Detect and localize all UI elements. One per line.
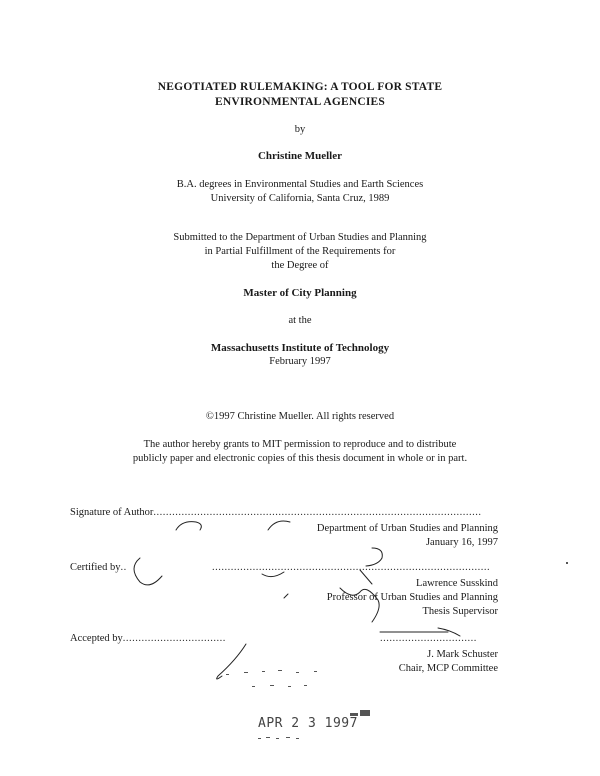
stamp-dot-10 [304,685,307,686]
chair-title: Chair, MCP Committee [398,663,498,674]
signature-of-author-label: Signature of Author [70,507,154,518]
stamp-dot-3 [262,671,265,672]
certifier-signature-stroke-1 [134,558,162,585]
accepted-dotted-line: ................................. [122,633,226,644]
stamp-dot-13 [276,738,279,739]
submission-line-3: the Degree of [271,260,329,271]
author-department: Department of Urban Studies and Planning [316,523,498,534]
stamp-dot-12 [266,737,270,738]
author-signature-date: January 16, 1997 [425,537,498,548]
submission-line-2: in Partial Fulfillment of the Requirements for [204,246,396,257]
certifier-signature-stroke-2 [262,572,284,577]
permission-grant-line-1: The author hereby grants to MIT permission to reproduce and to distribute [143,439,457,450]
accepted-dotted-line-2: ............................... [380,633,477,644]
stamp-mark-1 [350,713,358,716]
stamp-dot-14 [286,737,290,738]
stamp-dot-9 [288,686,291,687]
acceptor-signature-stroke-2 [217,644,246,679]
at-the-label: at the [288,315,312,326]
stamp-smudges [226,562,568,739]
by-label: by [294,124,306,135]
stamp-dot-2 [244,672,248,673]
library-received-stamp: APR 2 3 1997 [258,716,358,731]
permission-grant-line-2: publicly paper and electronic copies of this thesis document in whole or in part. [132,453,468,464]
signature-dotted-line: ......................................................................................................... [153,507,482,518]
prior-degrees-line-2: University of California, Santa Cruz, 1989 [210,193,390,204]
prior-degrees-line-1: B.A. degrees in Environmental Studies and Earth Sciences [176,179,424,190]
stamp-dot-6 [314,671,317,672]
degree-name: Master of City Planning [243,287,357,299]
thesis-title-line-2: ENVIRONMENTAL AGENCIES [214,96,385,108]
margin-speck [566,562,568,564]
certified-dotted-line: .. [120,562,127,573]
stamp-dot-5 [296,672,299,673]
author-name: Christine Mueller [257,150,342,162]
thesis-title-line-1: NEGOTIATED RULEMAKING: A TOOL FOR STATE [157,81,443,93]
copyright-notice: ©1997 Christine Mueller. All rights reserved [205,411,395,422]
chair-name: J. Mark Schuster [427,649,498,660]
certifier-signature-stroke-4 [340,588,379,622]
submission-date: February 1997 [269,356,331,367]
stamp-dot-1 [226,674,229,675]
stamp-dot-8 [270,685,274,686]
stamp-dot-15 [296,738,299,739]
submission-line-1: Submitted to the Department of Urban Studies and Planning [173,232,427,243]
stamp-mark-2 [360,710,370,716]
certifier-signature-stroke-5 [284,594,288,598]
author-signature-stroke-3 [366,548,382,566]
supervisor-role: Thesis Supervisor [422,606,498,617]
supervisor-title: Professor of Urban Studies and Planning [326,592,498,603]
supervisor-name: Lawrence Susskind [416,578,498,589]
accepted-by-label: Accepted by [70,633,123,644]
stamp-dot-11 [258,738,261,739]
certifier-signature-stroke-3 [360,570,372,584]
certified-dotted-line-2: ......................................................................................... [212,562,491,573]
author-signature-stroke-1 [176,522,201,530]
certified-by-label: Certified by [70,562,121,573]
stamp-dot-4 [278,670,282,671]
institution-name: Massachusetts Institute of Technology [210,342,390,354]
author-signature-stroke-2 [268,521,290,530]
stamp-dot-7 [252,686,255,687]
